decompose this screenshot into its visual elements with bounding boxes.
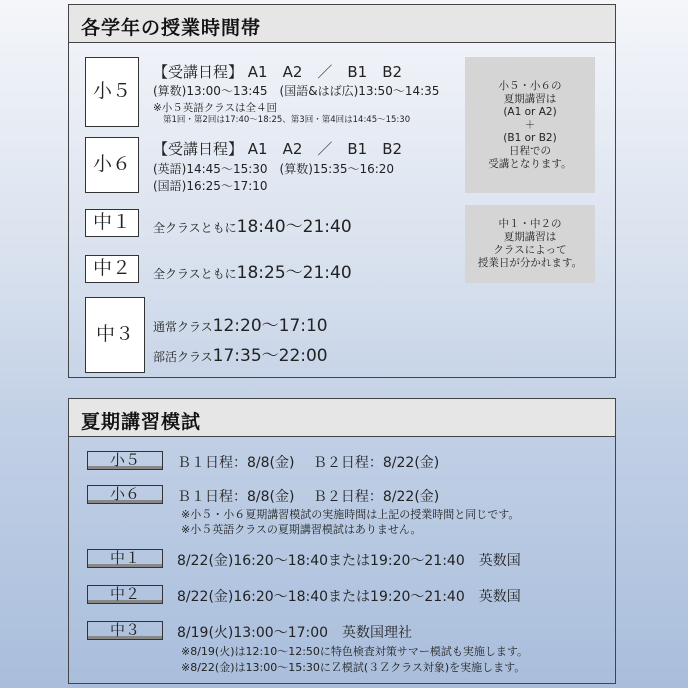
g5-note-line2: 第1回・第2回は17:40～18:25、第3回・第4回は14:45～15:30 bbox=[163, 115, 411, 125]
m1-prefix: 全クラスともに bbox=[153, 221, 237, 235]
mock-label-m3: 中３ bbox=[87, 621, 163, 640]
grade-label-m3: 中３ bbox=[85, 297, 145, 373]
grade-label-m1: 中１ bbox=[85, 209, 139, 237]
m1-time: 18:40～21:40 bbox=[236, 217, 352, 237]
grade-label-m2: 中２ bbox=[85, 255, 139, 283]
summer-mock-exam-panel bbox=[68, 398, 616, 684]
mock-text-g5: Ｂ１日程：8/8(金) Ｂ２日程：8/22(金) bbox=[177, 455, 440, 471]
elementary-note-line: 受講となります。 bbox=[488, 157, 572, 170]
m3-line1-time: 12:20～17:10 bbox=[212, 316, 328, 336]
mock-note-m3-2: ※8/22(金)は13:00～15:30にＺ模試(３Ｚクラス対象)を実施します。 bbox=[181, 661, 526, 674]
junior-high-note-line: クラスによって bbox=[493, 244, 567, 256]
mock-label-g6: 小６ bbox=[87, 485, 163, 504]
m2-prefix: 全クラスともに bbox=[153, 267, 237, 281]
mock-label-g5: 小５ bbox=[87, 451, 163, 470]
mock-label-m2: 中２ bbox=[87, 585, 163, 604]
g6-course-line: 【受講日程】 A1 A2 ／ B1 B2 bbox=[153, 140, 403, 158]
g5-course-line: 【受講日程】 A1 A2 ／ B1 B2 bbox=[153, 63, 403, 81]
m3-club-schedule bbox=[153, 341, 328, 366]
m2-schedule bbox=[153, 258, 352, 283]
elementary-note-line: (A1 or A2) bbox=[503, 105, 557, 118]
junior-high-note-line: 中１・中２の bbox=[498, 218, 562, 230]
elementary-note-line: 小５・小６の bbox=[498, 79, 562, 92]
m3-regular-schedule bbox=[153, 311, 328, 336]
mock-label-m1: 中１ bbox=[87, 549, 163, 568]
grade-label-g5: 小５ bbox=[85, 57, 139, 127]
m1-schedule bbox=[153, 212, 352, 237]
elementary-note bbox=[465, 57, 595, 193]
summer-mock-exam-title: 夏期講習模試 bbox=[69, 399, 615, 437]
g5-times-line: (算数)13:00～13:45 (国語&はば広)13:50～14:35 bbox=[153, 84, 440, 98]
class-hours-title: 各学年の授業時間帯 bbox=[69, 5, 615, 43]
m2-time: 18:25～21:40 bbox=[236, 263, 352, 283]
grade-label-g6: 小６ bbox=[85, 137, 139, 193]
g5-note-line1: ※小５英語クラスは全４回 bbox=[153, 102, 277, 114]
junior-high-note-line: 夏期講習は bbox=[503, 231, 557, 243]
m3-line1-prefix: 通常クラス bbox=[153, 320, 213, 334]
elementary-note-line: 日程での bbox=[509, 144, 551, 157]
mock-text-m1: 8/22(金)16:20～18:40または19:20～21:40 英数国 bbox=[177, 553, 521, 569]
g6-times-line1: (英語)14:45～15:30 (算数)15:35～16:20 bbox=[153, 162, 395, 176]
mock-text-m3: 8/19(火)13:00～17:00 英数国理社 bbox=[177, 625, 413, 641]
class-hours-panel bbox=[68, 4, 616, 378]
elementary-note-line: ＋ bbox=[524, 118, 536, 131]
mock-text-m2: 8/22(金)16:20～18:40または19:20～21:40 英数国 bbox=[177, 589, 521, 605]
mock-note-g6-1: ※小５・小６夏期講習模試の実施時間は上記の授業時間と同じです。 bbox=[181, 508, 520, 521]
elementary-note-line: (B1 or B2) bbox=[503, 131, 557, 144]
mock-text-g6: Ｂ１日程：8/8(金) Ｂ２日程：8/22(金) bbox=[177, 489, 440, 505]
junior-high-note bbox=[465, 205, 595, 283]
junior-high-note-line: 授業日が分かれます。 bbox=[477, 257, 583, 269]
mock-note-m3-1: ※8/19(火)は12:10～12:50に特色検査対策サマー模試も実施します。 bbox=[181, 645, 529, 658]
elementary-note-line: 夏期講習は bbox=[503, 92, 557, 105]
m3-line2-prefix: 部活クラス bbox=[153, 350, 213, 364]
g6-times-line2: (国語)16:25～17:10 bbox=[153, 179, 268, 193]
mock-note-g6-2: ※小５英語クラスの夏期講習模試はありません。 bbox=[181, 523, 422, 536]
m3-line2-time: 17:35～22:00 bbox=[212, 346, 328, 366]
